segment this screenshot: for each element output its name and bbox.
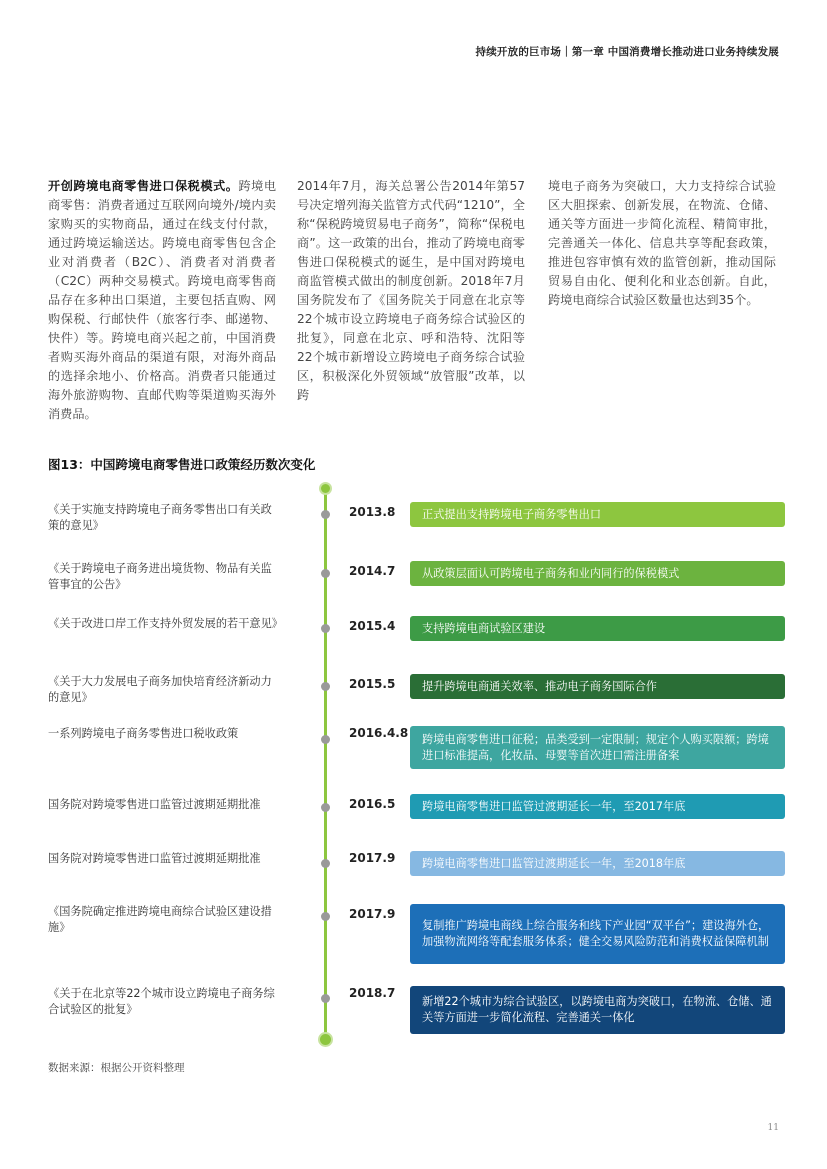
policy-description: 提升跨境电商通关效率、推动电子商务国际合作: [410, 674, 785, 699]
policy-document: 《关于跨境电子商务进出境货物、物品有关监管事宜的公告》: [48, 562, 272, 591]
timeline-start-marker: [319, 482, 332, 495]
policy-document: 《关于改进口岸工作支持外贸发展的若干意见》: [48, 617, 283, 630]
policy-description: 支持跨境电商试验区建设: [410, 616, 785, 641]
policy-description: 复制推广跨境电商线上综合服务和线下产业园“双平台”；建设海外仓，加强物流网络等配套服务体系；健全交易风险防范和消费权益保障机制: [410, 904, 785, 964]
policy-document: 《关于大力发展电子商务加快培育经济新动力的意见》: [48, 675, 272, 704]
policy-description: 正式提出支持跨境电子商务零售出口: [410, 502, 785, 527]
text-column-3: 境电子商务为突破口，大力支持综合试验区大胆探索、创新发展，在物流、仓储、通关等方面进一步简化流程、精简审批，完善通关一体化、信息共享等配套政策，推进包容审慎有效的监管创新，推动国际贸易自由化、便利化和业态创新。自此，跨境电商综合试验区数量也达到35个。: [548, 179, 776, 307]
timeline-dot: [321, 682, 330, 691]
timeline-end-marker: [318, 1032, 333, 1047]
timeline-dot: [321, 735, 330, 744]
policy-date: 2015.4: [349, 619, 396, 633]
timeline-dot: [321, 912, 330, 921]
timeline-dot: [321, 569, 330, 578]
policy-date: 2013.8: [349, 505, 396, 519]
policy-description: 跨境电商零售进口监管过渡期延长一年，至2018年底: [410, 851, 785, 876]
policy-date: 2014.7: [349, 564, 396, 578]
timeline-dot: [321, 994, 330, 1003]
text-column-1: [48, 177, 276, 424]
timeline-dot: [321, 510, 330, 519]
policy-date: 2017.9: [349, 851, 396, 865]
text-column-2: 2014年7月，海关总署公告2014年第57号决定增列海关监管方式代码“1210”，全称“保税跨境贸易电子商务”，简称“保税电商”。这一政策的出台，推动了跨境电商零售进口保税模式的诞生，是中国对跨境电商监管模式做出的制度创新。2018年7月国务院发布了《国务院关于同意在北京等22个城市设立跨境电子商务综合试验区的批复》，同意在北京、呼和浩特、沈阳等22个城市新增设立跨境电子商务综合试验区，积极深化外贸领域“放管服”改革，以跨: [297, 179, 525, 402]
policy-document: 国务院对跨境零售进口监管过渡期延期批准: [48, 798, 261, 811]
page-number: 11: [767, 1123, 779, 1133]
timeline-dot: [321, 624, 330, 633]
data-source-note: 数据来源：根据公开资料整理: [48, 1062, 185, 1074]
policy-description: 从政策层面认可跨境电子商务和业内同行的保税模式: [410, 561, 785, 586]
policy-date: 2015.5: [349, 677, 396, 691]
policy-description: 跨境电商零售进口监管过渡期延长一年，至2017年底: [410, 794, 785, 819]
timeline-dot: [321, 859, 330, 868]
policy-document: 《关于实施支持跨境电子商务零售出口有关政策的意见》: [48, 503, 272, 532]
running-header: 持续开放的巨市场｜第一章 中国消费增长推动进口业务持续发展: [475, 46, 779, 58]
policy-date: 2016.5: [349, 797, 396, 811]
policy-description: 跨境电商零售进口征税；品类受到一定限制；规定个人购买限额；跨境进口标准提高，化妆品、母婴等首次进口需注册备案: [410, 726, 785, 769]
policy-document: 《关于在北京等22个城市设立跨境电子商务综合试验区的批复》: [48, 987, 275, 1016]
policy-description: 新增22个城市为综合试验区，以跨境电商为突破口，在物流、仓储、通关等方面进一步简化流程、完善通关一体化: [410, 986, 785, 1034]
column-1-body: 跨境电商零售：消费者通过互联网向境外/境内卖家购买的实物商品，通过在线支付付款，通过跨境运输送达。跨境电商零售包含企业对消费者（B2C）、消费者对消费者（C2C）两种交易模式。跨境电商零售商品存在多种出口渠道，主要包括直购、网购保税、行邮快件（旅客行李、邮递物、快件）等。跨境电商兴起之前，中国消费者购买海外商品的渠道有限，对海外商品的选择余地小、价格高。消费者只能通过海外旅游购物、直邮代购等渠道购买海外消费品。: [48, 179, 277, 421]
policy-date: 2018.7: [349, 986, 396, 1000]
policy-document: 一系列跨境电子商务零售进口税收政策: [48, 727, 239, 740]
figure-title: 图13：中国跨境电商零售进口政策经历数次变化: [48, 457, 316, 472]
column-1-lead: 开创跨境电商零售进口保税模式。: [48, 179, 239, 193]
policy-document: 《国务院确定推进跨境电商综合试验区建设措施》: [48, 905, 272, 934]
policy-date: 2017.9: [349, 907, 396, 921]
timeline-dot: [321, 803, 330, 812]
policy-date: 2016.4.8: [349, 726, 409, 740]
policy-document: 国务院对跨境零售进口监管过渡期延期批准: [48, 852, 261, 865]
